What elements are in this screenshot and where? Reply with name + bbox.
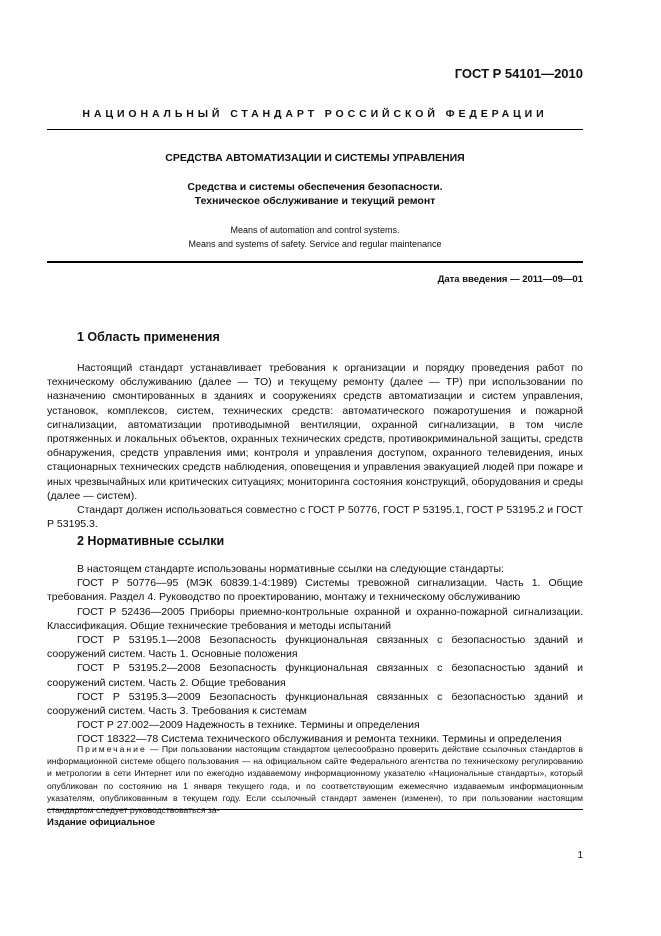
section-1-heading: 1 Область применения: [77, 330, 220, 344]
reference-item: ГОСТ 18322—78 Система технического обслуживания и ремонта техники. Термины и определения: [77, 733, 562, 746]
standard-number: ГОСТ Р 54101—2010: [454, 66, 583, 81]
intro-date: Дата введения — 2011—09—01: [437, 274, 583, 285]
note-text: — При пользовании настоящим стандартом целесообразно проверить действие ссылочных стандартов в информационной системе общего пользования — на официальном сайте Федерального агентства по техническому регулированию и метрологии в сети Интернет или по ежегодно издаваемому информационному указателю «Национальные стандарты», который опубликован по состоянию на 1 января текущего года, и по соответствующим ежемесячно издаваемым информационным указателям, опубликованным в текущем году. Если ссылочный стандарт заменен (изменен), то при пользовании настоящим стандартом следует руководствоваться за-: [47, 744, 583, 816]
section-2-body: [47, 562, 583, 747]
edition-label: Издание официальное: [47, 817, 155, 828]
paragraph: Настоящий стандарт устанавливает требования к организации и порядку проведения работ по техническому обслуживанию (далее — ТО) и текущему ремонту (далее — ТР) при использовании по назначению смонтированных в зданиях и сооружениях средств автоматизации и систем управления, установок, комплексов, систем, технических средств: автоматического пожаротушения и пожарной сигнализации, автоматизации противодымной вентиляции, охранной сигнализации, в том числе протяженных и локальных объектов, охранных технических средств, противокриминальной защиты, средств обнаружения, средств управления ими; контроля и управления доступом, охранного телевидения, иных стационарных технических средств наблюдения, оповещения и управления эвакуацией людей при пожаре и иных чрезвычайных или критических ситуациях; мониторинга состояния конструкций, оборудования и среды (далее — систем).: [47, 362, 583, 502]
reference-item: ГОСТ Р 53195.2—2008 Безопасность функциональная связанных с безопасностью зданий и сооружений систем. Часть 2. Общие требования: [47, 662, 583, 689]
section-2-heading: 2 Нормативные ссылки: [77, 534, 225, 548]
note: [47, 743, 583, 816]
paragraph: В настоящем стандарте использованы нормативные ссылки на следующие стандарты:: [77, 563, 504, 575]
document-page: [47, 0, 583, 936]
footer-rule: [47, 809, 583, 810]
standard-banner: НАЦИОНАЛЬНЫЙ СТАНДАРТ РОССИЙСКОЙ ФЕДЕРАЦИИ: [82, 108, 548, 120]
title-rule: [47, 261, 583, 263]
reference-item: ГОСТ Р 50776—95 (МЭК 60839.1-4:1989) Системы тревожной сигнализации. Часть 1. Общие требования. Раздел 4. Руководство по проектированию, монтажу и техническому обслуживанию: [47, 577, 583, 604]
reference-item: ГОСТ Р 53195.1—2008 Безопасность функциональная связанных с безопасностью зданий и сооружений систем. Часть 1. Основные положения: [47, 634, 583, 661]
section-1-body: [47, 361, 583, 531]
subtitle-line: Средства и системы обеспечения безопасности.: [187, 181, 443, 193]
page-number: 1: [577, 850, 583, 861]
document-subtitle: [47, 180, 583, 208]
reference-item: ГОСТ Р 27.002—2009 Надежность в технике. Термины и определения: [77, 719, 420, 732]
english-title-line: Means and systems of safety. Service and regular maintenance: [188, 239, 442, 249]
note-label: Примечание: [77, 744, 147, 754]
document-title: СРЕДСТВА АВТОМАТИЗАЦИИ И СИСТЕМЫ УПРАВЛЕНИЯ: [165, 152, 465, 164]
paragraph: Стандарт должен использоваться совместно с ГОСТ Р 50776, ГОСТ Р 53195.1, ГОСТ Р 53195.2 и ГОСТ Р 53195.3.: [47, 504, 583, 531]
reference-item: ГОСТ Р 53195.3—2009 Безопасность функциональная связанных с безопасностью зданий и сооружений систем. Часть 3. Требования к системам: [47, 690, 583, 718]
subtitle-line: Техническое обслуживание и текущий ремонт: [194, 195, 436, 207]
banner-rule: [47, 129, 583, 130]
english-title-line: Means of automation and control systems.: [230, 225, 400, 235]
reference-item: ГОСТ Р 52436—2005 Приборы приемно-контрольные охранной и охранно-пожарной сигнализации. Классификация. Общие технические требования и методы испытаний: [47, 605, 583, 632]
english-title: [47, 223, 583, 251]
